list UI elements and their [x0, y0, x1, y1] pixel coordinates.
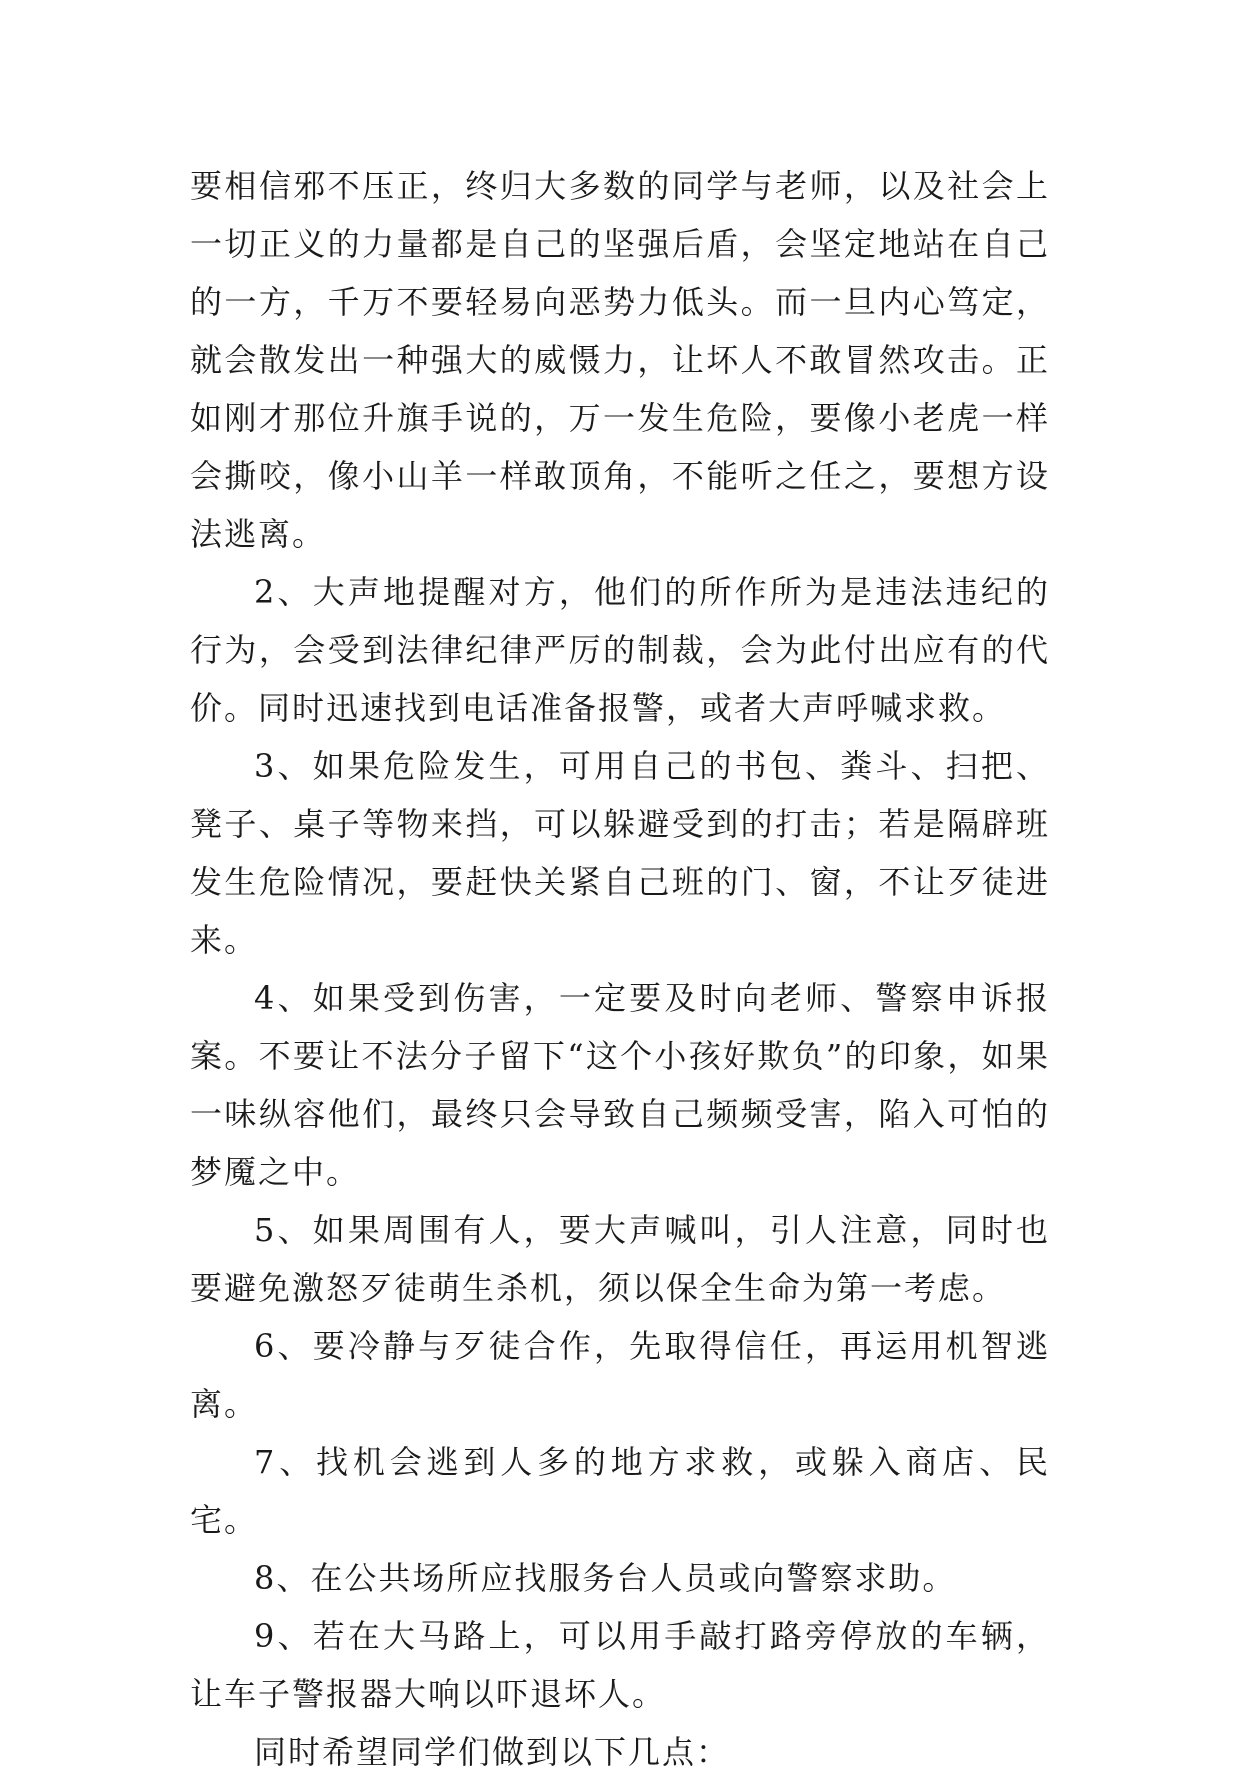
- paragraph-item-8: 8、在公共场所应找服务台人员或向警察求助。: [254, 1559, 957, 1597]
- paragraph-closing: 同时希望同学们做到以下几点：: [254, 1733, 731, 1771]
- paragraph-item-2: 2、大声地提醒对方，他们的所作所为是违法违纪的行为，会受到法律纪律严厉的制裁，会为此付出应有的代价。同时迅速找到电话准备报警，或者大声呼喊求救。: [190, 573, 1050, 727]
- paragraph-item-4: 4、如果受到伤害，一定要及时向老师、警察申诉报案。不要让不法分子留下“这个小孩好欺负”的印象，如果一味纵容他们，最终只会导致自己频频受害，陷入可怕的梦魇之中。: [190, 979, 1050, 1191]
- paragraph-continuation: 要相信邪不压正，终归大多数的同学与老师，以及社会上一切正义的力量都是自己的坚强后盾，会坚定地站在自己的一方，千万不要轻易向恶势力低头。而一旦内心笃定，就会散发出一种强大的威慑力，让坏人不敢冒然攻击。正如刚才那位升旗手说的，万一发生危险，要像小老虎一样会撕咬，像小山羊一样敢顶角，不能听之任之，要想方设法逃离。: [190, 167, 1050, 553]
- document-body: [190, 157, 1050, 1781]
- paragraph-item-5: 5、如果周围有人，要大声喊叫，引人注意，同时也要避免激怒歹徒萌生杀机，须以保全生命为第一考虑。: [190, 1211, 1050, 1307]
- paragraph-item-9: 9、若在大马路上，可以用手敲打路旁停放的车辆，让车子警报器大响以吓退坏人。: [190, 1617, 1050, 1713]
- paragraph-item-6: 6、要冷静与歹徒合作，先取得信任，再运用机智逃离。: [190, 1327, 1050, 1423]
- paragraph-item-3: 3、如果危险发生，可用自己的书包、粪斗、扫把、凳子、桌子等物来挡，可以躲避受到的打击；若是隔辟班发生危险情况，要赶快关紧自己班的门、窗，不让歹徒进来。: [190, 747, 1050, 959]
- paragraph-item-7: 7、找机会逃到人多的地方求救，或躲入商店、民宅。: [190, 1443, 1050, 1539]
